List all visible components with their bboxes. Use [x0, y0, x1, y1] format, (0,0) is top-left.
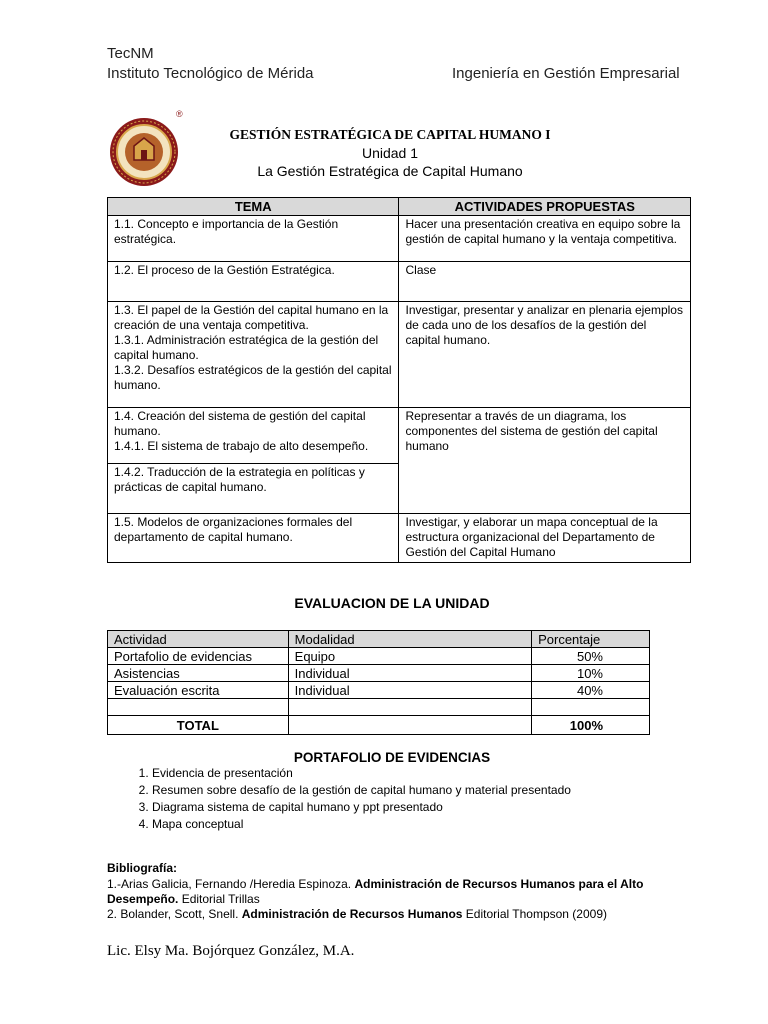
bibliography-entry — [107, 907, 687, 922]
table-row — [108, 302, 691, 408]
table-row — [108, 408, 691, 464]
bibliography-heading: Bibliografía: — [107, 861, 178, 875]
tema-cell: 1.1. Concepto e importancia de la Gestión estratégica. — [108, 216, 399, 262]
tema-line: 1.3.2. Desafíos estratégicos de la gestión del capital humano. — [114, 363, 392, 392]
evaluation-header-row — [108, 631, 650, 648]
table-row — [108, 262, 691, 302]
actividad-cell: Asistencias — [108, 665, 289, 682]
total-value: 100% — [532, 716, 650, 735]
tema-cell: 1.5. Modelos de organizaciones formales del departamento de capital humano. — [108, 514, 399, 563]
table-row — [108, 665, 650, 682]
actividad-cell: Evaluación escrita — [108, 682, 289, 699]
tema-line: 1.4.1. El sistema de trabajo de alto desempeño. — [114, 439, 369, 453]
tema-line: 1.3. El papel de la Gestión del capital humano en la creación de una ventaja competitiva. — [114, 303, 389, 332]
column-header-modalidad: Modalidad — [288, 631, 531, 648]
signature: Lic. Elsy Ma. Bojórquez González, M.A. — [107, 943, 355, 959]
modalidad-cell: Individual — [288, 665, 531, 682]
bib-publisher: Editorial Thompson (2009) — [462, 907, 607, 921]
actividad-cell: Portafolio de evidencias — [108, 648, 289, 665]
institute-logo — [104, 112, 188, 188]
document-title: GESTIÓN ESTRATÉGICA DE CAPITAL HUMANO I — [229, 127, 551, 142]
portfolio-heading: PORTAFOLIO DE EVIDENCIAS — [293, 750, 491, 765]
table-row — [108, 514, 691, 563]
unit-label: Unidad 1 — [361, 145, 419, 161]
empty-row — [108, 699, 650, 716]
list-item: 1. Evidencia de presentación — [152, 765, 571, 782]
tema-line: 1.3.1. Administración estratégica de la gestión del capital humano. — [114, 333, 379, 362]
actividad-cell: Clase — [399, 262, 691, 302]
column-header-actividad: Actividad — [108, 631, 289, 648]
total-row — [108, 716, 650, 735]
bibliography-entry — [107, 877, 687, 907]
actividad-cell: Investigar, y elaborar un mapa conceptual de la estructura organizacional del Departamento de Gestión del Capital Humano — [399, 514, 691, 563]
column-header-actividades: ACTIVIDADES PROPUESTAS — [399, 198, 691, 216]
actividad-cell: Hacer una presentación creativa en equipo sobre la gestión de capital humano y la ventaja competitiva. — [399, 216, 691, 262]
modalidad-cell: Individual — [288, 682, 531, 699]
list-item: 4. Mapa conceptual — [152, 816, 571, 833]
actividad-cell: Investigar, presentar y analizar en plenaria ejemplos de cada uno de los desafíos de la gestión del capital humano. — [399, 302, 691, 408]
tema-line: 1.4. Creación del sistema de gestión del capital humano. — [114, 409, 366, 438]
evaluation-table — [107, 630, 650, 735]
topics-header-row — [108, 198, 691, 216]
porcentaje-cell: 50% — [532, 648, 650, 665]
bib-title: Administración de Recursos Humanos para el Alto Desempeño. — [107, 877, 644, 906]
table-row — [108, 648, 650, 665]
tema-cell — [108, 302, 399, 408]
tema-cell — [108, 408, 399, 464]
tema-cell: 1.2. El proceso de la Gestión Estratégica. — [108, 262, 399, 302]
actividad-cell: Representar a través de un diagrama, los componentes del sistema de gestión del capital humano — [399, 408, 691, 514]
header-org: TecNM — [107, 45, 154, 62]
modalidad-cell: Equipo — [288, 648, 531, 665]
topics-table — [107, 197, 691, 563]
portfolio-list — [107, 765, 571, 833]
header-program: Ingeniería en Gestión Empresarial — [452, 65, 680, 82]
tema-cell: 1.4.2. Traducción de la estrategia en políticas y prácticas de capital humano. — [108, 464, 399, 514]
bib-authors: 1.-Arias Galicia, Fernando /Heredia Espinoza. — [107, 877, 355, 891]
evaluation-heading: EVALUACION DE LA UNIDAD — [294, 595, 490, 611]
column-header-tema: TEMA — [108, 198, 399, 216]
table-row — [108, 216, 691, 262]
bib-publisher: Editorial Trillas — [178, 892, 260, 906]
list-item: 2. Resumen sobre desafío de la gestión de capital humano y material presentado — [152, 782, 571, 799]
bib-authors: 2. Bolander, Scott, Snell. — [107, 907, 242, 921]
registered-mark: ® — [176, 109, 183, 119]
unit-subtitle: La Gestión Estratégica de Capital Humano — [257, 163, 523, 179]
porcentaje-cell: 10% — [532, 665, 650, 682]
table-row — [108, 682, 650, 699]
list-item: 3. Diagrama sistema de capital humano y ppt presentado — [152, 799, 571, 816]
bib-title: Administración de Recursos Humanos — [241, 907, 463, 921]
porcentaje-cell: 40% — [532, 682, 650, 699]
header-institute: Instituto Tecnológico de Mérida — [107, 65, 314, 82]
column-header-porcentaje: Porcentaje — [532, 631, 650, 648]
total-label: TOTAL — [108, 716, 289, 735]
